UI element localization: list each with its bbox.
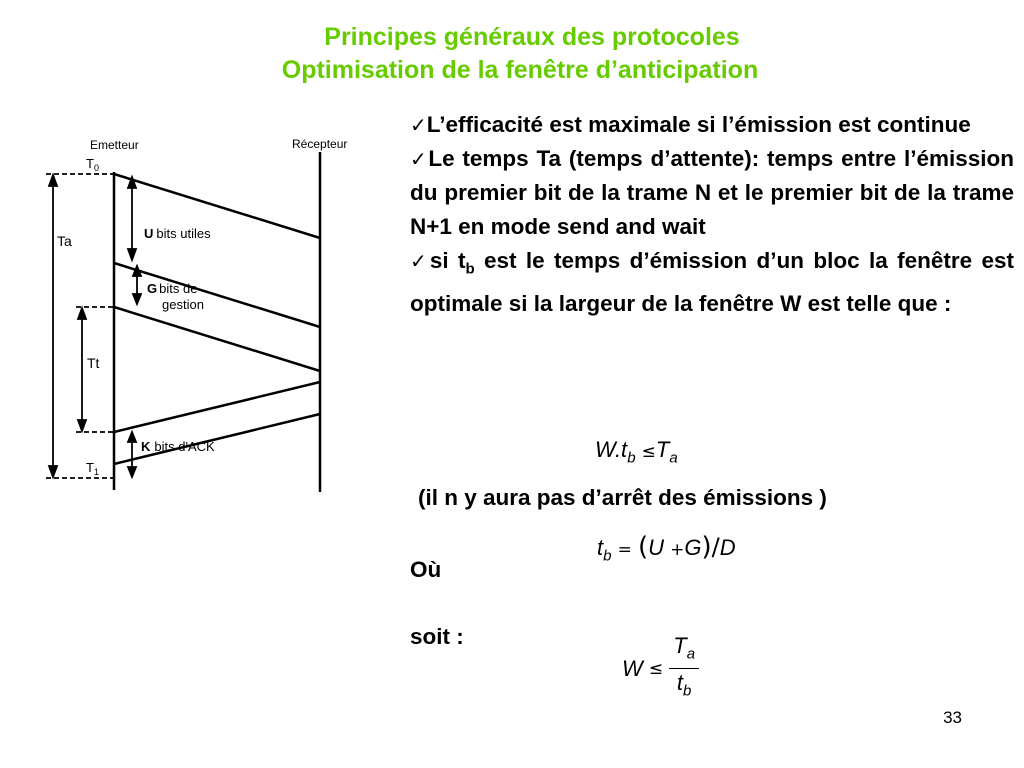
ta-arrowhead-top <box>49 175 57 186</box>
formula-w-bound: W ≤ $\frac{T_a}{t_b}$ <box>622 632 699 706</box>
soit-label: soit : <box>410 624 464 649</box>
g-arrowhead-top <box>133 266 141 276</box>
checkmark-icon: ✓ <box>410 147 429 171</box>
ou-label: Où <box>410 557 442 582</box>
page-number: 33 <box>943 708 962 727</box>
tt-arrowhead-bottom <box>78 420 86 431</box>
bullet-tb: ✓si $t_b$ est le temps d’émission d’un bloc la fenêtre est optimale si la largeur de la fenêtre W est telle que : <box>410 248 1014 316</box>
ta-label: Ta <box>57 233 72 249</box>
bullet-list <box>410 108 1014 321</box>
u-arrowhead-bottom <box>128 249 136 260</box>
no-stop-note: (il n y aura pas d’arrêt des émissions ) <box>418 485 827 510</box>
receiver-label: Récepteur <box>292 137 348 151</box>
k-arrowhead-top <box>128 432 136 442</box>
formula-window-condition: $W.t_b \le T_a$ <box>595 437 678 467</box>
g-label-line2: gestion <box>162 297 204 312</box>
tt-label: Tt <box>87 355 100 371</box>
sender-label: Emetteur <box>90 138 139 152</box>
ack-start-line <box>114 382 320 432</box>
t1-label: $T_1$ <box>86 460 99 477</box>
checkmark-icon: ✓ <box>410 113 427 137</box>
fraction: $\frac{T_a}{t_b}$ <box>669 632 699 706</box>
t0-label: $T_0$ <box>86 156 99 173</box>
k-label: K bits d'ACK <box>141 439 215 454</box>
slide-subtitle: Optimisation de la fenêtre d’anticipation <box>281 56 759 84</box>
bullet-ta: ✓Le temps Ta (temps d’attente): temps entre l’émission du premier bit de la trame N et le premier bit de la trame N+1 en mode send and wait <box>410 146 1014 239</box>
k-arrowhead-bottom <box>128 467 136 477</box>
tt-arrowhead-top <box>78 308 86 319</box>
g-arrowhead-bottom <box>133 294 141 304</box>
u-label: U bits utiles <box>144 226 211 241</box>
checkmark-icon: ✓ <box>410 249 430 273</box>
formula-tb: $t_b = (U +G)/D$ <box>597 532 736 565</box>
g-label: G bits de <box>147 281 198 296</box>
bullet-efficiency: ✓L’efficacité est maximale si l’émission est continue <box>410 112 971 137</box>
ta-arrowhead-bottom <box>49 466 57 477</box>
slide-title: Principes généraux des protocoles <box>324 23 740 51</box>
timing-diagram <box>40 120 380 510</box>
